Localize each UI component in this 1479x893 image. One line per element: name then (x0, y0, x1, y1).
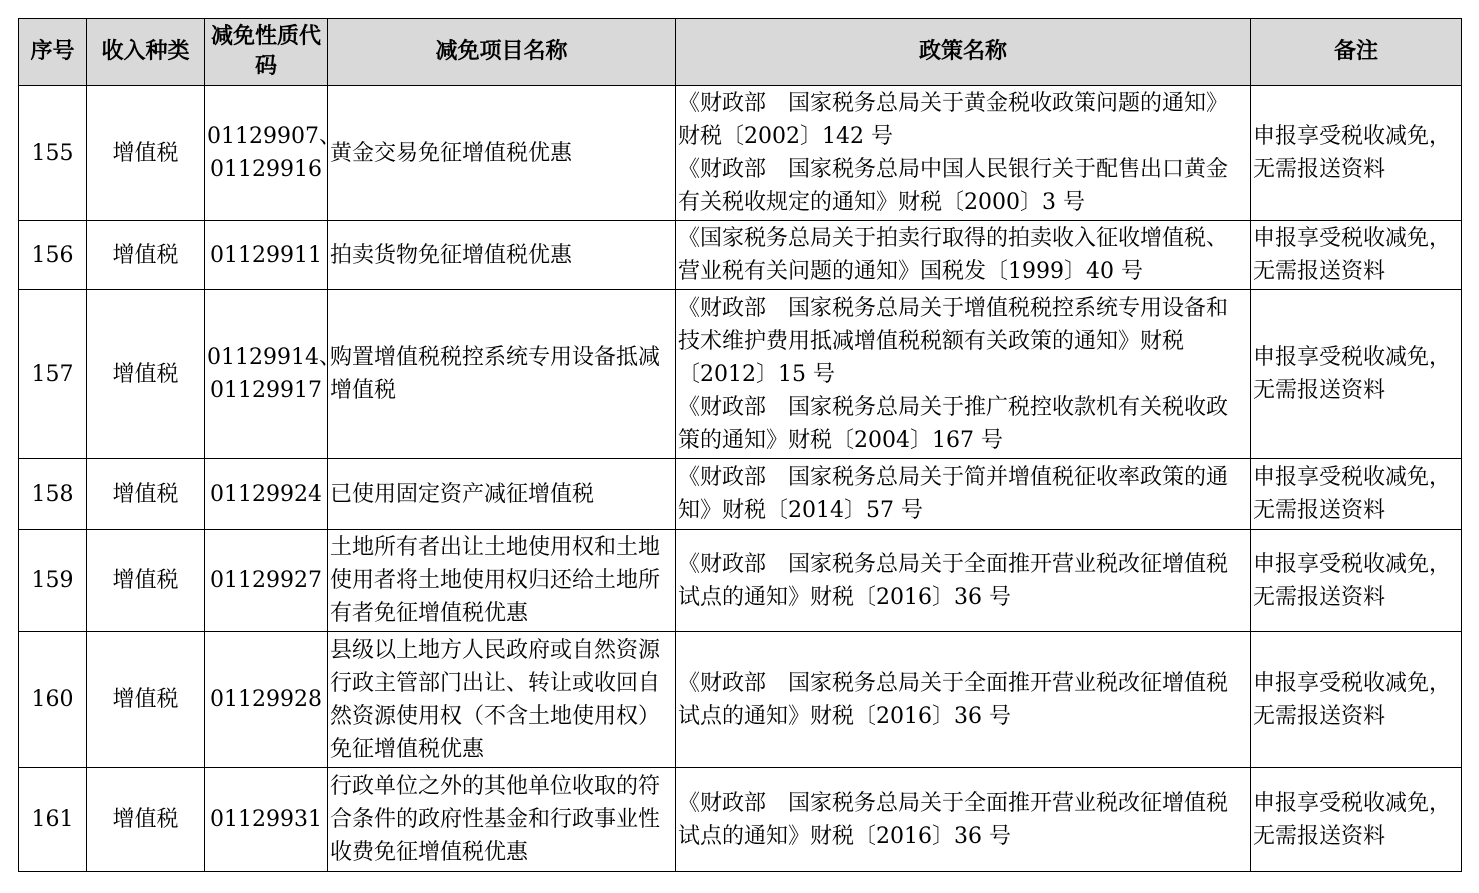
cell-note: 申报享受税收减免，无需报送资料 (1251, 530, 1462, 632)
tax-relief-table (18, 18, 1462, 872)
cell-policy (676, 86, 1251, 221)
cell-income-type: 增值税 (87, 459, 205, 530)
table-body (19, 86, 1462, 872)
header-item-name: 减免项目名称 (328, 19, 676, 86)
cell-code: 01129911 (205, 221, 328, 290)
cell-income-type: 增值税 (87, 86, 205, 221)
cell-policy (676, 221, 1251, 290)
cell-income-type: 增值税 (87, 768, 205, 872)
cell-item-name: 县级以上地方人民政府或自然资源行政主管部门出让、转让或收回自然资源使用权（不含土地使用权）免征增值税优惠 (328, 632, 676, 768)
table-row (19, 290, 1462, 459)
table-row (19, 530, 1462, 632)
table-row (19, 221, 1462, 290)
cell-seq: 158 (19, 459, 87, 530)
cell-code: 01129931 (205, 768, 328, 872)
policy-entry: 《财政部 国家税务总局关于全面推开营业税改征增值税试点的通知》财税〔2016〕36 号 (678, 670, 1229, 729)
cell-code: 01129907、01129916 (205, 86, 328, 221)
cell-item-name: 土地所有者出让土地使用权和土地使用者将土地使用权归还给土地所有者免征增值税优惠 (328, 530, 676, 632)
table-header (19, 19, 1462, 86)
cell-item-name: 购置增值税税控系统专用设备抵减增值税 (328, 290, 676, 459)
cell-policy (676, 459, 1251, 530)
cell-code: 01129927 (205, 530, 328, 632)
cell-policy (676, 290, 1251, 459)
header-note: 备注 (1251, 19, 1462, 86)
policy-entry: 《财政部 国家税务总局关于推广税控收款机有关税收政策的通知》财税〔2004〕167 号 (678, 394, 1229, 453)
cell-seq: 161 (19, 768, 87, 872)
cell-seq: 160 (19, 632, 87, 768)
cell-code: 01129924 (205, 459, 328, 530)
table-row (19, 459, 1462, 530)
cell-item-name: 黄金交易免征增值税优惠 (328, 86, 676, 221)
cell-seq: 156 (19, 221, 87, 290)
cell-note: 申报享受税收减免，无需报送资料 (1251, 86, 1462, 221)
cell-code: 01129928 (205, 632, 328, 768)
table-row (19, 768, 1462, 872)
cell-income-type: 增值税 (87, 290, 205, 459)
cell-income-type: 增值税 (87, 632, 205, 768)
cell-note: 申报享受税收减免，无需报送资料 (1251, 768, 1462, 872)
cell-note: 申报享受税收减免，无需报送资料 (1251, 632, 1462, 768)
header-row (19, 19, 1462, 86)
cell-seq: 157 (19, 290, 87, 459)
table-row (19, 86, 1462, 221)
policy-entry: 《财政部 国家税务总局关于全面推开营业税改征增值税试点的通知》财税〔2016〕36 号 (678, 551, 1229, 610)
table-row (19, 632, 1462, 768)
cell-item-name: 已使用固定资产减征增值税 (328, 459, 676, 530)
cell-policy (676, 530, 1251, 632)
cell-item-name: 拍卖货物免征增值税优惠 (328, 221, 676, 290)
cell-note: 申报享受税收减免，无需报送资料 (1251, 290, 1462, 459)
policy-entry: 《财政部 国家税务总局关于简并增值税征收率政策的通知》财税〔2014〕57 号 (678, 465, 1229, 523)
policy-entry: 《财政部 国家税务总局关于增值税税控系统专用设备和技术维护费用抵减增值税税额有关政策的通知》财税〔2012〕15 号 (678, 295, 1229, 387)
policy-entry: 《财政部 国家税务总局关于黄金税收政策问题的通知》财税〔2002〕142 号 (678, 91, 1229, 149)
cell-seq: 159 (19, 530, 87, 632)
policy-entry: 《财政部 国家税务总局中国人民银行关于配售出口黄金有关税收规定的通知》财税〔2000〕3 号 (678, 157, 1229, 215)
cell-code: 01129914、01129917 (205, 290, 328, 459)
cell-item-name: 行政单位之外的其他单位收取的符合条件的政府性基金和行政事业性收费免征增值税优惠 (328, 768, 676, 872)
cell-policy (676, 768, 1251, 872)
header-policy: 政策名称 (676, 19, 1251, 86)
header-code: 减免性质代码 (205, 19, 328, 86)
cell-policy (676, 632, 1251, 768)
header-seq: 序号 (19, 19, 87, 86)
header-income-type: 收入种类 (87, 19, 205, 86)
policy-entry: 《国家税务总局关于拍卖行取得的拍卖收入征收增值税、营业税有关问题的通知》国税发〔1999〕40 号 (678, 226, 1229, 284)
cell-income-type: 增值税 (87, 221, 205, 290)
cell-note: 申报享受税收减免，无需报送资料 (1251, 459, 1462, 530)
cell-note: 申报享受税收减免，无需报送资料 (1251, 221, 1462, 290)
cell-seq: 155 (19, 86, 87, 221)
policy-entry: 《财政部 国家税务总局关于全面推开营业税改征增值税试点的通知》财税〔2016〕36 号 (678, 790, 1229, 849)
cell-income-type: 增值税 (87, 530, 205, 632)
